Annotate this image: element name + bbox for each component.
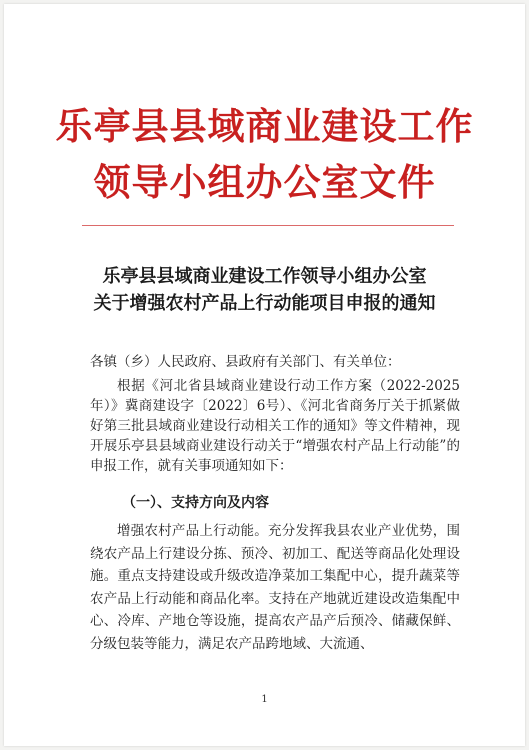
notice-heading-line-2: 关于增强农村产品上行动能项目申报的通知 bbox=[93, 293, 436, 314]
document-page bbox=[4, 4, 525, 746]
document-title-line-2: 领导小组办公室文件 bbox=[93, 160, 436, 204]
section-1-title: （一）、支持方向及内容 bbox=[122, 495, 269, 511]
paragraph-2: 增强农村产品上行动能。充分发挥我县农业产业优势，围绕农产品上行建设分拣、预冷、初加工、配送等商品化处理设施。重点支持建设或升级改造净菜加工集配中心，提升蔬菜等农产品上行动能和商品化率。支持在产地就近建设改造集配中心、冷库、产地仓等设施，提高农产品产后预冷、储藏保鲜、分级包装等能力，满足农产品跨地域、大流通、 bbox=[90, 523, 460, 652]
document-title-line-1: 乐亭县县域商业建设工作 bbox=[55, 104, 474, 148]
paragraph-1: 根据《河北省县域商业建设行动工作方案（2022-2025年）》冀商建设字〔2022〕6号）、《河北省商务厅关于抓紧做好第三批县域商业建设行动相关工作的通知》等文件精神，现开展乐亭县县域商业建设行动关于“增强农村产品上行动能”的申报工作，就有关事项通知如下： bbox=[90, 378, 460, 474]
notice-heading-line-1: 乐亭县县域商业建设工作领导小组办公室 bbox=[102, 266, 427, 287]
addressee: 各镇（乡）人民政府、县政府有关部门、有关单位： bbox=[90, 354, 401, 370]
page-number: 1 bbox=[261, 694, 268, 705]
red-divider bbox=[82, 225, 454, 226]
